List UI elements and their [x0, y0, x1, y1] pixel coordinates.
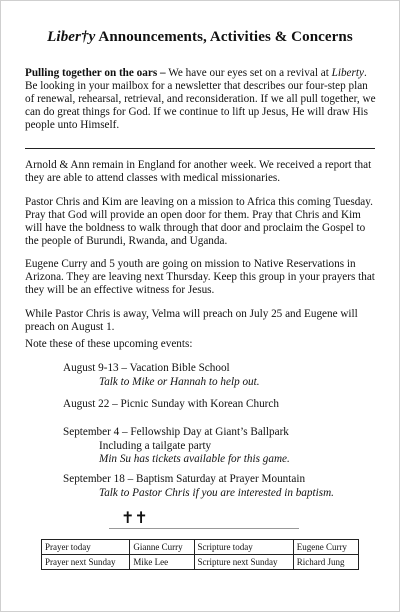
event-detail: Including a tailgate party — [99, 439, 212, 452]
event-item — [63, 398, 381, 412]
title-brand: Liber†y — [47, 29, 96, 45]
cross-icon: ✝✝ — [121, 508, 148, 527]
announcement-arizona-mission: Eugene Curry and 5 youth are going on mission to Native Reservations in Arizona. They are leaving next Thursday. Keep this group in your prayers that they will be an effective witness for Jesus. — [25, 258, 375, 296]
table-cell: Eugene Curry — [293, 540, 358, 555]
table-cell: Scripture next Sunday — [194, 555, 293, 570]
event-note: Min Su has tickets available for this game. — [99, 453, 290, 465]
table-row — [42, 540, 359, 555]
duty-table — [41, 539, 359, 570]
event-note: Talk to Pastor Chris if you are interested in baptism. — [99, 486, 334, 499]
table-cell: Prayer today — [42, 540, 130, 555]
divider-line — [25, 148, 375, 149]
table-cell: Mike Lee — [130, 555, 194, 570]
table-cell: Prayer next Sunday — [42, 555, 130, 570]
table-cell: Richard Jung — [293, 555, 358, 570]
event-item — [63, 362, 381, 389]
event-item — [63, 426, 381, 467]
ornament-line — [109, 528, 299, 529]
intro-text-b: . Be looking in your mailbox for a newsletter that describes our four-step plan of renewal, rehearsal, retrieval, and reconsideration. If we all pull together, we can do great things for God. If we continue to lift up Jesus, He will draw His people unto Himself. — [25, 67, 376, 131]
announcement-arnold-ann: Arnold & Ann remain in England for another week. We received a report that they are able to attend classes with medical missionaries. — [25, 159, 372, 184]
table-row — [42, 555, 359, 570]
event-item — [63, 473, 381, 500]
event-title: August 9-13 – Vacation Bible School — [63, 362, 230, 374]
events-intro: Note these of these upcoming events: — [25, 338, 193, 350]
page-title — [1, 29, 399, 46]
event-title: September 4 – Fellowship Day at Giant’s Ballpark — [63, 426, 289, 438]
title-text: Announcements, Activities & Concerns — [98, 29, 353, 45]
table-cell: Gianne Curry — [130, 540, 194, 555]
intro-paragraph — [25, 67, 377, 132]
event-note: Talk to Mike or Hannah to help out. — [99, 375, 260, 388]
event-title: September 18 – Baptism Saturday at Prayer Mountain — [63, 473, 306, 485]
intro-text-a: We have our eyes set on a revival at — [168, 67, 329, 79]
cross-ornament — [109, 509, 299, 531]
announcement-africa-mission: Pastor Chris and Kim are leaving on a mission to Africa this coming Tuesday. Pray that God will provide an open door for them. Pray that Chris and Kim will have the boldness to walk through that door and proclaim the Gospel to the people of Burundi, Rwanda, and Uganda. — [25, 196, 373, 247]
table-cell: Scripture today — [194, 540, 293, 555]
announcement-preaching: While Pastor Chris is away, Velma will preach on July 25 and Eugene will preach on August 1. — [25, 308, 358, 333]
event-title: August 22 – Picnic Sunday with Korean Church — [63, 398, 279, 410]
intro-church-name: Liberty — [331, 67, 364, 79]
intro-heading: Pulling together on the oars – — [25, 67, 166, 79]
